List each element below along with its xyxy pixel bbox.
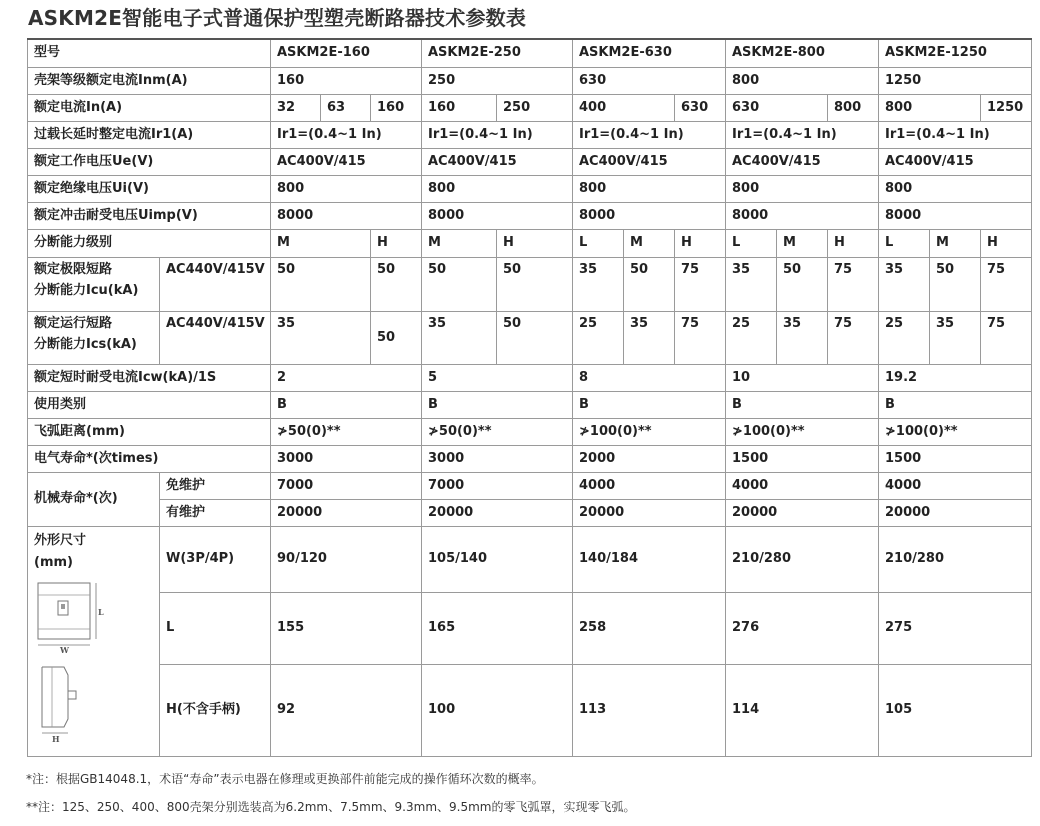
model-header: ASKM2E-160 [271, 39, 422, 67]
sketch-label-l: L [98, 606, 104, 617]
cell: AC400V/415 [422, 148, 573, 175]
table-row [28, 664, 1032, 756]
cell: ≯50(0)** [271, 418, 422, 445]
cell: 800 [879, 175, 1032, 202]
row-label: 电气寿命*(次times) [28, 445, 271, 472]
cell: 75 [828, 257, 879, 311]
cell: 50 [497, 257, 573, 311]
cell: B [271, 391, 422, 418]
sub-label: L [160, 592, 271, 664]
cell: 75 [981, 311, 1032, 364]
sketch-label-h: H [52, 733, 60, 743]
spec-table [27, 38, 1032, 757]
sub-label: W(3P/4P) [160, 526, 271, 592]
cell: 50 [422, 257, 497, 311]
cell: 275 [879, 592, 1032, 664]
cell: 800 [879, 94, 981, 121]
cell: 35 [573, 257, 624, 311]
cell: H [371, 229, 422, 257]
cell: 50 [371, 257, 422, 311]
cell: 25 [879, 311, 930, 364]
cell: 100 [422, 664, 573, 756]
cell: 630 [726, 94, 828, 121]
table-row [28, 445, 1032, 472]
cell: 210/280 [726, 526, 879, 592]
model-header: ASKM2E-630 [573, 39, 726, 67]
table-row [28, 364, 1032, 391]
page-title: ASKM2E智能电子式普通保护型塑壳断路器技术参数表 [28, 6, 527, 30]
cell: 5 [422, 364, 573, 391]
row-label-line: 分断能力Ics(kA) [34, 337, 137, 353]
cell: 165 [422, 592, 573, 664]
table-row [28, 148, 1032, 175]
cell: M [624, 229, 675, 257]
voltage-label: AC440V/415V [160, 311, 271, 364]
cell: 1250 [879, 67, 1032, 94]
cell: 105 [879, 664, 1032, 756]
cell: 92 [271, 664, 422, 756]
cell: 25 [573, 311, 624, 364]
cell: 800 [726, 175, 879, 202]
row-label: 额定电流In(A) [28, 94, 271, 121]
cell: AC400V/415 [573, 148, 726, 175]
cell: 630 [573, 67, 726, 94]
table-row [28, 229, 1032, 257]
cell: ≯100(0)** [726, 418, 879, 445]
cell: H [981, 229, 1032, 257]
cell: 800 [726, 67, 879, 94]
cell: 50 [777, 257, 828, 311]
cell: 3000 [271, 445, 422, 472]
cell: 20000 [422, 499, 573, 526]
cell: B [726, 391, 879, 418]
cell: 35 [930, 311, 981, 364]
cell: B [422, 391, 573, 418]
cell: B [879, 391, 1032, 418]
cell: L [573, 229, 624, 257]
sub-label: H(不含手柄) [160, 664, 271, 756]
row-label [28, 311, 160, 364]
cell: 160 [271, 67, 422, 94]
cell: ≯100(0)** [879, 418, 1032, 445]
row-label: 飞弧距离(mm) [28, 418, 271, 445]
cell: 7000 [422, 472, 573, 499]
cell: 50 [371, 311, 422, 364]
table-row [28, 418, 1032, 445]
cell: 19.2 [879, 364, 1032, 391]
cell: 258 [573, 592, 726, 664]
cell: 8000 [271, 202, 422, 229]
cell: 276 [726, 592, 879, 664]
cell: 50 [497, 311, 573, 364]
cell: 400 [573, 94, 675, 121]
row-label-line: 分断能力Icu(kA) [34, 283, 139, 299]
row-label-line: 额定极限短路 [34, 261, 113, 277]
cell: 3000 [422, 445, 573, 472]
cell: 20000 [726, 499, 879, 526]
cell: 114 [726, 664, 879, 756]
table-row [28, 175, 1032, 202]
cell: 2 [271, 364, 422, 391]
cell: 25 [726, 311, 777, 364]
cell: 90/120 [271, 526, 422, 592]
cell: AC400V/415 [726, 148, 879, 175]
cell: ≯100(0)** [573, 418, 726, 445]
cell: ≯50(0)** [422, 418, 573, 445]
row-label: 额定短时耐受电流Icw(kA)/1S [28, 364, 271, 391]
dimensions-label-cell [28, 526, 160, 756]
cell: M [271, 229, 371, 257]
row-label-line: 额定运行短路 [34, 315, 113, 331]
cell: H [497, 229, 573, 257]
table-row [28, 311, 1032, 364]
cell: M [422, 229, 497, 257]
cell: 160 [422, 94, 497, 121]
cell: 35 [624, 311, 675, 364]
model-header: ASKM2E-250 [422, 39, 573, 67]
table-row [28, 257, 1032, 311]
front-view-sketch [34, 579, 104, 653]
footnote-arc: **注：125、250、400、800壳架分别选装高为6.2mm、7.5mm、9.3mm、9.5mm的零飞弧罩，实现零飞弧。 [26, 800, 636, 814]
cell: 4000 [573, 472, 726, 499]
cell: 4000 [726, 472, 879, 499]
table-row [28, 391, 1032, 418]
cell: 20000 [879, 499, 1032, 526]
cell: 35 [422, 311, 497, 364]
cell: 50 [624, 257, 675, 311]
table-row [28, 202, 1032, 229]
cell: 50 [930, 257, 981, 311]
table-row [28, 67, 1032, 94]
table-row [28, 499, 1032, 526]
cell: H [828, 229, 879, 257]
row-label: 使用类别 [28, 391, 271, 418]
sub-label: 有维护 [160, 499, 271, 526]
row-label: 机械寿命*(次) [28, 472, 160, 526]
cell: Ir1=(0.4~1 In) [271, 121, 422, 148]
cell: 75 [828, 311, 879, 364]
cell: 800 [422, 175, 573, 202]
cell: M [777, 229, 828, 257]
cell: 8000 [879, 202, 1032, 229]
cell: B [573, 391, 726, 418]
cell: Ir1=(0.4~1 In) [573, 121, 726, 148]
cell: Ir1=(0.4~1 In) [879, 121, 1032, 148]
row-label: 额定工作电压Ue(V) [28, 148, 271, 175]
cell: 20000 [271, 499, 422, 526]
cell: AC400V/415 [271, 148, 422, 175]
cell: 140/184 [573, 526, 726, 592]
cell: 35 [271, 311, 371, 364]
cell: M [930, 229, 981, 257]
cell: 160 [371, 94, 422, 121]
table-row [28, 592, 1032, 664]
cell: Ir1=(0.4~1 In) [726, 121, 879, 148]
cell: 800 [573, 175, 726, 202]
table-row [28, 472, 1032, 499]
cell: 63 [321, 94, 371, 121]
row-label-line: (mm) [34, 555, 73, 571]
sketch-label-w: W [60, 644, 69, 653]
cell: 800 [271, 175, 422, 202]
cell: 8 [573, 364, 726, 391]
table-row [28, 94, 1032, 121]
cell: 630 [675, 94, 726, 121]
cell: 250 [422, 67, 573, 94]
cell: 75 [675, 311, 726, 364]
cell: 250 [497, 94, 573, 121]
table-header-row [28, 39, 1032, 67]
cell: 75 [675, 257, 726, 311]
row-label: 分断能力级别 [28, 229, 271, 257]
cell: 800 [828, 94, 879, 121]
cell: L [726, 229, 777, 257]
cell: 35 [726, 257, 777, 311]
cell: 210/280 [879, 526, 1032, 592]
table-row [28, 121, 1032, 148]
cell: AC400V/415 [879, 148, 1032, 175]
cell: 155 [271, 592, 422, 664]
row-label: 额定绝缘电压Ui(V) [28, 175, 271, 202]
cell: 32 [271, 94, 321, 121]
side-view-sketch [34, 663, 104, 743]
cell: 1250 [981, 94, 1032, 121]
voltage-label: AC440V/415V [160, 257, 271, 311]
cell: 105/140 [422, 526, 573, 592]
cell: 8000 [422, 202, 573, 229]
model-header-label: 型号 [28, 39, 271, 67]
model-header: ASKM2E-800 [726, 39, 879, 67]
cell: 35 [777, 311, 828, 364]
cell: 1500 [879, 445, 1032, 472]
cell: 35 [879, 257, 930, 311]
cell: 7000 [271, 472, 422, 499]
sub-label: 免维护 [160, 472, 271, 499]
row-label-line: 外形尺寸 [34, 532, 87, 548]
cell: 2000 [573, 445, 726, 472]
cell: 50 [271, 257, 371, 311]
row-label: 壳架等级额定电流Inm(A) [28, 67, 271, 94]
cell: L [879, 229, 930, 257]
cell: 10 [726, 364, 879, 391]
row-label: 过载长延时整定电流Ir1(A) [28, 121, 271, 148]
cell: 4000 [879, 472, 1032, 499]
cell: 8000 [726, 202, 879, 229]
model-header: ASKM2E-1250 [879, 39, 1032, 67]
footnote-life: *注：根据GB14048.1，术语“寿命”表示电器在修理或更换部件前能完成的操作循环次数的概率。 [26, 772, 544, 786]
cell: 20000 [573, 499, 726, 526]
cell: 113 [573, 664, 726, 756]
table-row [28, 526, 1032, 592]
cell: 8000 [573, 202, 726, 229]
row-label: 额定冲击耐受电压Uimp(V) [28, 202, 271, 229]
cell: H [675, 229, 726, 257]
cell: Ir1=(0.4~1 In) [422, 121, 573, 148]
cell: 75 [981, 257, 1032, 311]
cell: 1500 [726, 445, 879, 472]
row-label [28, 257, 160, 311]
